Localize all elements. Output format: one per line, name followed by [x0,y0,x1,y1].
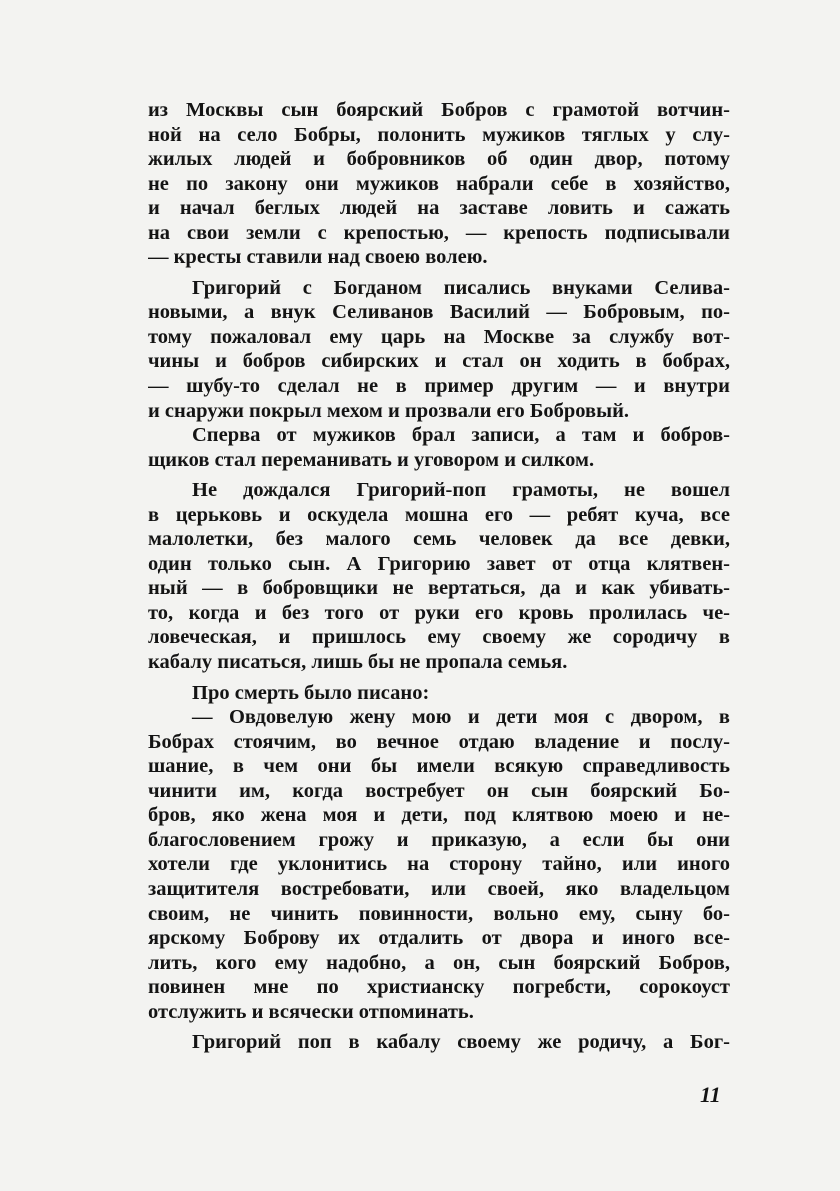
text-line: повинен мне по христианску погребсти, сорокоуст [148,976,730,999]
text-line: малолетки, без малого семь человек да все девки, [148,528,730,551]
text-line: из Москвы сын боярский Бобров с грамотой вотчин- [148,99,730,121]
text-line: защитителя востребовати, или своей, яко владельцом [148,877,730,900]
text-line: Григорий поп в кабалу своему же родичу, а Бог- [192,1031,730,1054]
text-line: новыми, а внук Селиванов Василий — Бобровым, по- [148,301,730,324]
text-line: и снаружи покрыл мехом и прозвали его Бобровый. [148,399,630,422]
text-line: своим, не чинить повинности, вольно ему, сыну бо- [148,902,730,925]
text-line: тому пожаловал ему царь на Москве за службу вот- [148,325,730,348]
text-line: один только сын. А Григорию завет от отца клятвен- [148,552,730,575]
text-line: — кресты ставили над своею волею. [148,246,488,269]
text-line: отслужить и всячески отпоминать. [148,1000,474,1023]
text-line: благословением грожу и приказую, а если бы они [148,828,730,851]
text-line: Сперва от мужиков брал записи, а там и бобров- [192,424,730,447]
text-line: ловеческая, и пришлось ему своему же сородичу в [148,626,730,649]
text-line: лить, кого ему надобно, а он, сын боярский Бобров, [148,951,730,974]
text-line: — шубу-то сделал не в пример другим — и внутри [148,375,730,398]
text-line: чинити им, когда востребует он сын боярский Бо- [148,779,730,802]
text-line: Бобрах стоячим, во вечное отдаю владение и послу- [148,730,730,753]
text-line: кабалу писаться, лишь бы не пропала семья. [148,651,568,674]
text-line: в церьковь и оскудела мошна его — ребят куча, все [148,503,730,526]
page-number: 11 [700,1082,721,1107]
text-line: Не дождался Григорий-поп грамоты, не вошел [192,479,730,502]
text-line: шание, в чем они бы имели всякую справедливость [148,755,730,778]
text-line: и начал беглых людей на заставе ловить и сажать [148,197,730,220]
text-line: не по закону они мужиков набрали себе в хозяйство, [148,172,730,195]
text-line: то, когда и без того от руки его кровь пролилась че- [148,601,730,624]
text-line: жилых людей и бобровников об один двор, потому [148,148,730,171]
text-line: ной на село Бобры, полонить мужиков тяглых у слу- [148,123,730,146]
text-line: на свои земли с крепостью, — крепость подписывали [148,221,730,244]
text-line: ный — в бобровщики не вертаться, да и как убивать- [148,577,730,600]
text-line: хотели где уклонитись на сторону тайно, или иного [148,853,730,876]
text-line: чины и бобров сибирских и стал он ходить в бобрах, [148,350,730,373]
text-line: Григорий с Богданом писались внуками Селива- [192,276,730,299]
text-line: ярскому Боброву их отдалить от двора и иного все- [148,927,730,950]
text-line: — Овдовелую жену мою и дети моя с двором, в [192,706,730,729]
text-line: бров, яко жена моя и дети, под клятвою моею и не- [148,804,730,827]
text-line: щиков стал переманивать и уговором и силком. [148,448,595,471]
body-text [148,98,730,1055]
text-line: Про смерть было писано: [192,681,430,704]
